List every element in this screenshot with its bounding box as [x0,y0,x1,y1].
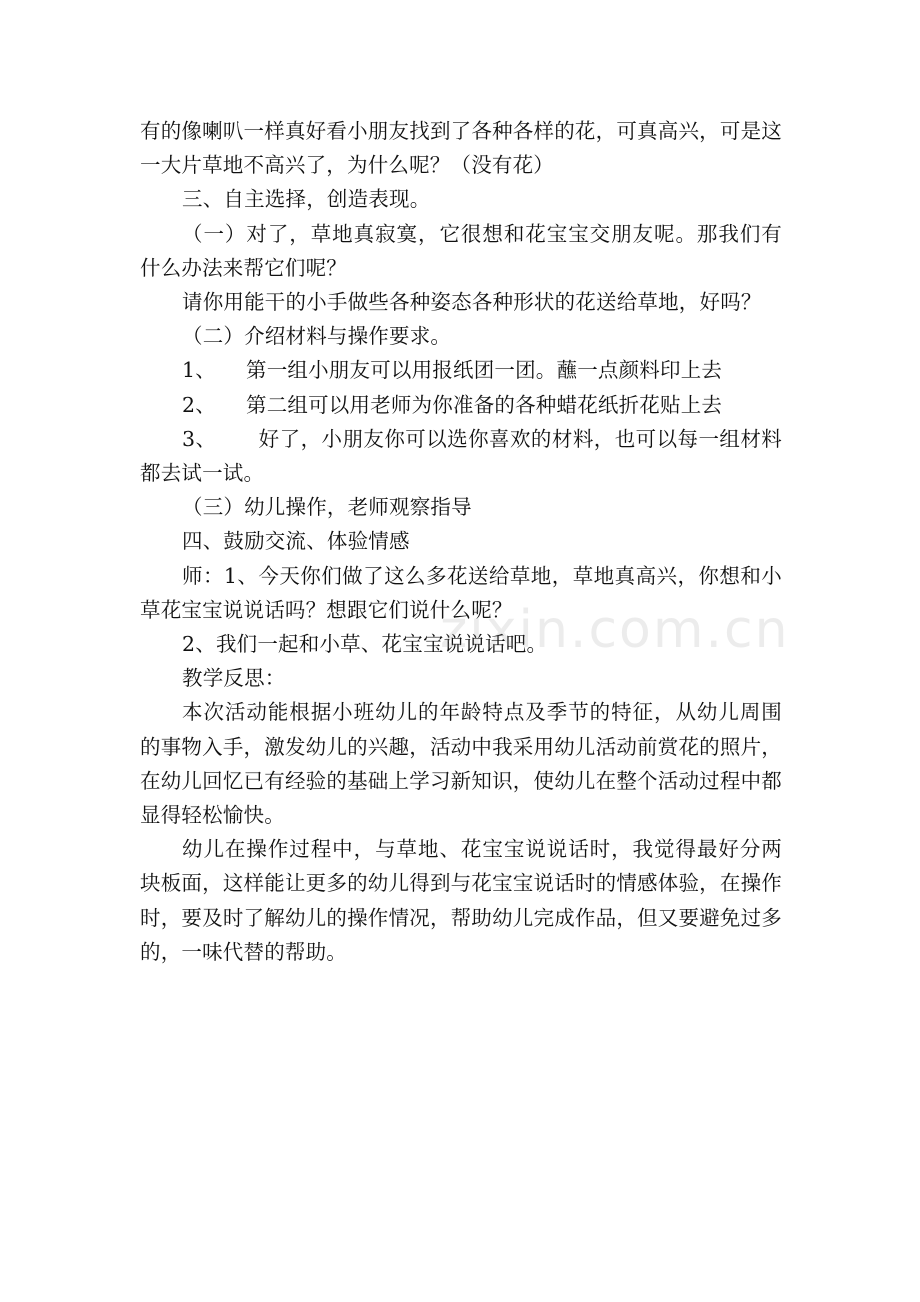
numbered-item [140,388,782,422]
paragraph: （一）对了，草地真寂寞，它很想和花宝宝交朋友呢。那我们有什么办法来帮它们呢？ [140,221,782,280]
section-heading: 三、自主选择，创造表现。 [182,187,431,212]
item-text: 第一组小朋友可以用报纸团一团。蘸一点颜料印上去 [246,358,723,383]
document-body [140,114,782,969]
reflection-heading: 教学反思： [182,666,286,691]
paragraph: 师：1、今天你们做了这么多花送给草地，草地真高兴，你想和小草花宝宝说说话吗？想跟它们说什么呢？ [140,563,782,622]
item-text: 第二组可以用老师为你准备的各种蜡花纸折花贴上去 [246,392,723,417]
item-number: 3、 [182,426,217,451]
paragraph: 2、我们一起和小草、花宝宝说说话吧。 [182,632,548,657]
watermark: zixin.com.cn [440,600,790,660]
item-number: 2、 [182,392,216,417]
numbered-item [140,353,782,387]
item-text: 好了，小朋友你可以选你喜欢的材料，也可以每一组材料都去试一试。 [140,426,782,486]
paragraph: 请你用能干的小手做些各种姿态各种形状的花送给草地，好吗？ [182,290,762,315]
section-heading: 四、鼓励交流、体验情感 [182,529,410,554]
subsection-heading: （三）幼儿操作，老师观察指导 [182,495,472,520]
paragraph: 幼儿在操作过程中，与草地、花宝宝说说话时，我觉得最好分两块板面，这样能让更多的幼儿得到与花宝宝说话时的情感体验，在操作时，要及时了解幼儿的操作情况，帮助幼儿完成作品，但又要避免过多的，一味代替的帮助。 [140,837,782,964]
paragraph: 本次活动能根据小班幼儿的年龄特点及季节的特征，从幼儿周围的事物入手，激发幼儿的兴趣，活动中我采用幼儿活动前赏花的照片，在幼儿回忆已有经验的基础上学习新知识，使幼儿在整个活动过程中都显得轻松愉快。 [140,700,782,828]
numbered-item-wrapping [140,422,782,490]
item-number: 1、 [182,358,216,383]
subsection-heading: （二）介绍材料与操作要求。 [182,324,452,349]
paragraph: 有的像喇叭一样真好看小朋友找到了各种各样的花，可真高兴，可是这一大片草地不高兴了，为什么呢？（没有花） [140,119,782,178]
